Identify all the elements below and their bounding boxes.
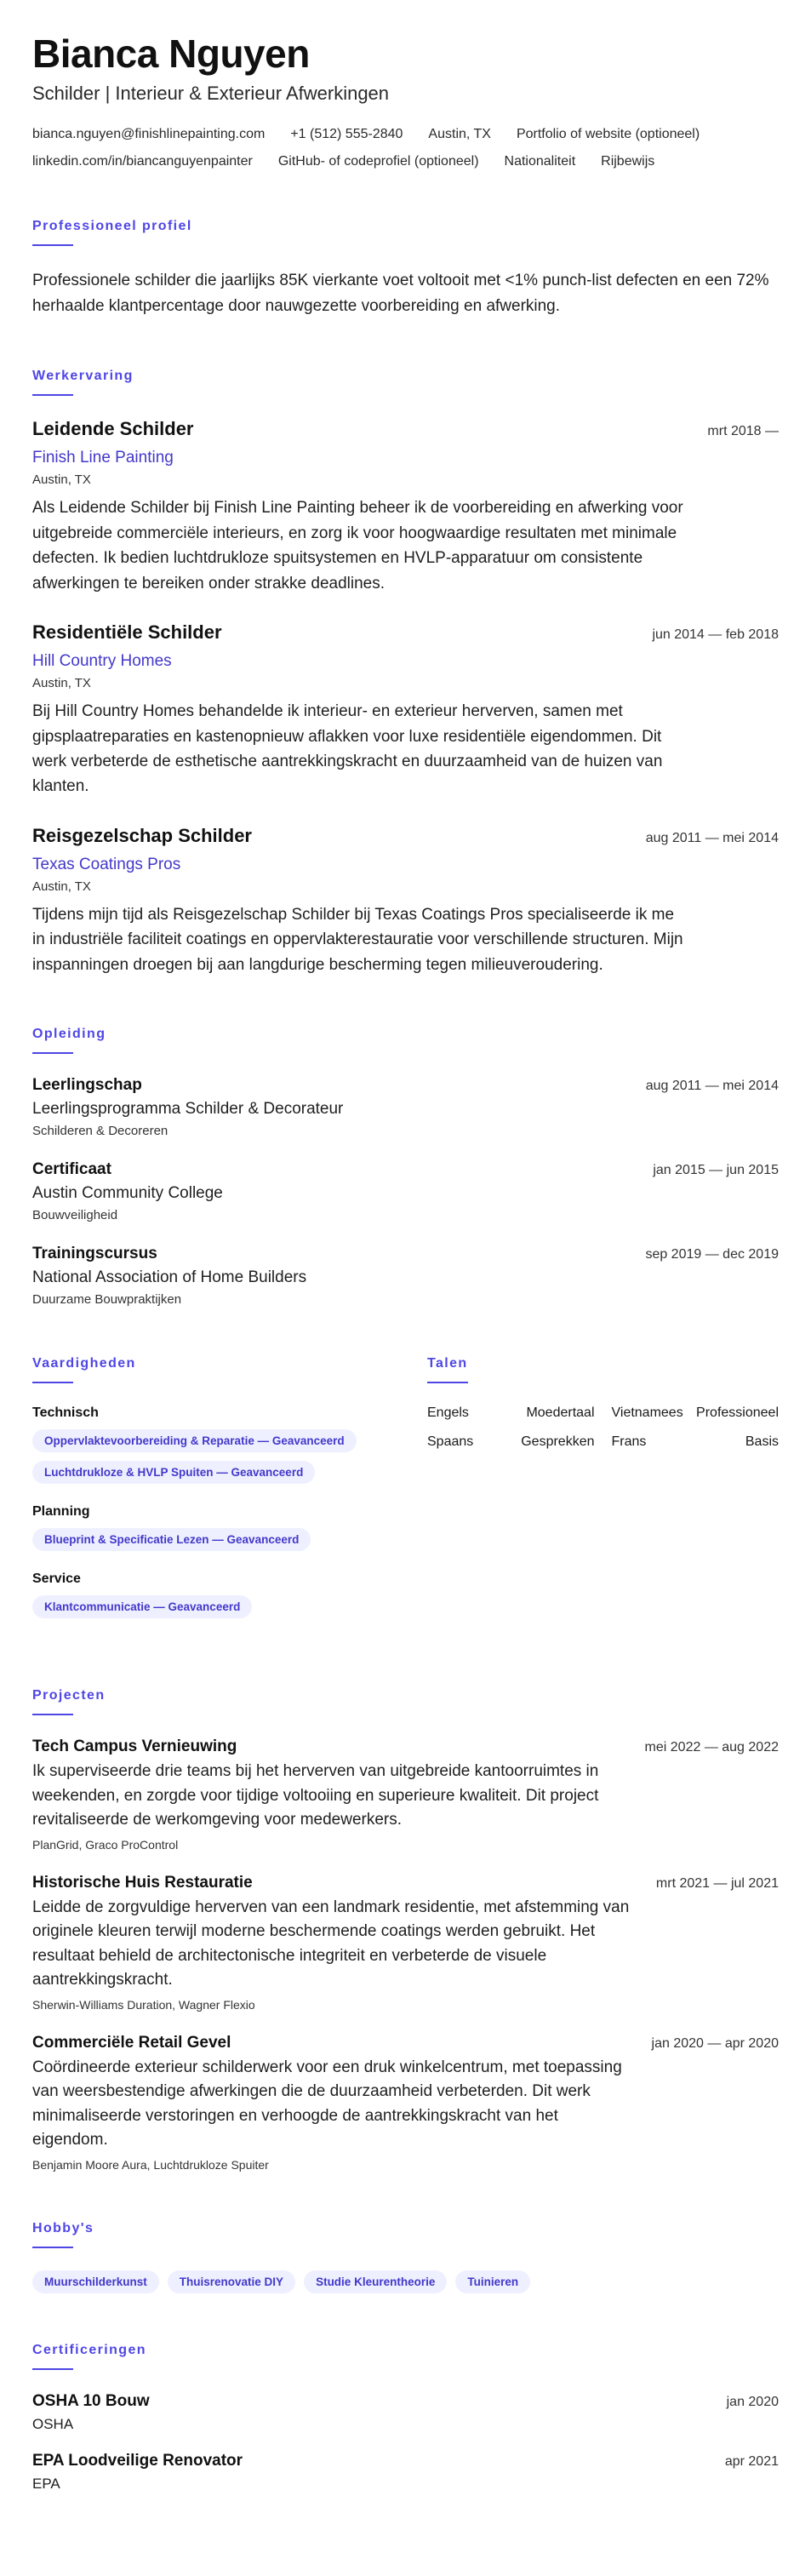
education-dates: sep 2019 — dec 2019 [645, 1247, 779, 1262]
section-divider [32, 394, 73, 396]
skill-category: Technisch [32, 1405, 99, 1421]
contact-list [32, 127, 779, 169]
section-title: Opleiding [32, 1027, 106, 1042]
section-divider [32, 1714, 73, 1715]
language-name: Vietnamees [611, 1405, 683, 1421]
certification-entry [32, 2452, 779, 2493]
certification-date: apr 2021 [724, 2453, 779, 2469]
project-description: Coördineerde exterieur schilderwerk voor een druk winkelcentrum, met toepassing van weersbestendige afwerkingen die de duurzaamheid verbeterden. Dit werk minimaliseerde verstoringen en verhoogde de aantrekkingskracht van het eigendom. [32, 2058, 622, 2150]
education-dates: jan 2015 — jun 2015 [653, 1163, 779, 1178]
experience-entry [32, 418, 779, 596]
skill-group [32, 1405, 427, 1484]
hobby-list [32, 2270, 779, 2293]
project-tools: Sherwin-Williams Duration, Wagner Flexio [32, 1997, 255, 2012]
skill-tag: Klantcommunicatie — Geavanceerd [32, 1595, 252, 1618]
experience-entry [32, 825, 779, 977]
education-type: Certificaat [32, 1160, 111, 1179]
education-type: Trainingscursus [32, 1245, 157, 1263]
candidate-headline: Schilder | Interieur & Exterieur Afwerkingen [32, 82, 390, 104]
section-divider [427, 1382, 468, 1383]
resume-header [32, 32, 779, 169]
project-dates: jan 2020 — apr 2020 [651, 2035, 779, 2051]
job-company: Finish Line Painting [32, 449, 174, 467]
project-description: Ik superviseerde drie teams bij het herverven van uitgebreide kantoorruimtes in weekenden, en zorgde voor tijdige voltooiing en superieure kwaliteit. Dit project revitaliseerde de werkomgeving voor medewerkers. [32, 1762, 599, 1829]
section-divider [32, 244, 73, 246]
education-field: Schilderen & Decoreren [32, 1124, 168, 1139]
contact-location: Austin, TX [428, 126, 491, 141]
candidate-name: Bianca Nguyen [32, 31, 310, 76]
contact-nationality: Nationaliteit [504, 153, 576, 169]
project-name: Historische Huis Restauratie [32, 1873, 253, 1892]
language-level: Gesprekken [521, 1434, 595, 1450]
education-dates: aug 2011 — mei 2014 [645, 1079, 779, 1094]
section-title: Vaardigheden [32, 1356, 136, 1371]
education-institution: Leerlingsprogramma Schilder & Decorateur [32, 1100, 344, 1119]
job-location: Austin, TX [32, 676, 91, 691]
summary-text: Professionele schilder die jaarlijks 85K vierkante voet voltooit met <1% punch-list defecten en een 72% herhaalde klantpercentage door nauwgezette voorbereiding en afwerking. [32, 271, 769, 315]
language-level: Professioneel [696, 1405, 779, 1421]
job-company: Texas Coatings Pros [32, 855, 181, 873]
section-divider [32, 1052, 73, 1054]
skill-category: Service [32, 1571, 81, 1587]
education-entry [32, 1076, 779, 1138]
education-institution: Austin Community College [32, 1184, 223, 1203]
education-type: Leerlingschap [32, 1076, 142, 1095]
certification-issuer: OSHA [32, 2415, 74, 2432]
project-dates: mei 2022 — aug 2022 [644, 1740, 779, 1755]
skill-tag: Luchtdrukloze & HVLP Spuiten — Geavanceerd [32, 1461, 315, 1484]
education-entry [32, 1160, 779, 1222]
language-item [612, 1405, 780, 1421]
section-divider [32, 1382, 73, 1383]
hobby-tag: Studie Kleurentheorie [304, 2270, 447, 2293]
job-role: Residentiële Schilder [32, 621, 222, 644]
experience-section [32, 369, 779, 977]
project-entry [32, 2034, 779, 2172]
education-entry [32, 1245, 779, 1307]
contact-email[interactable]: bianca.nguyen@finishlinepainting.com [32, 126, 266, 141]
job-company: Hill Country Homes [32, 652, 172, 671]
job-description: Als Leidende Schilder bij Finish Line Painting beheer ik de voorbereiding en afwerking voor uitgebreide commerciële interieurs, en zorg ik voor hoogwaardige resultaten met minimale defecten. Ik bedien luchtdrukloze spuitsystemen en HVLP-apparatuur om consistente afwerkingen te bereiken onder strakke deadlines. [32, 499, 683, 592]
language-item [612, 1434, 780, 1450]
language-list [427, 1405, 779, 1450]
languages-column [427, 1356, 779, 1639]
section-title: Certificeringen [32, 2342, 146, 2357]
contact-license: Rijbewijs [601, 153, 655, 169]
projects-section [32, 1688, 779, 2172]
language-level: Basis [745, 1434, 779, 1450]
project-dates: mrt 2021 — jul 2021 [655, 1875, 779, 1891]
job-description: Bij Hill Country Homes behandelde ik interieur- en exterieur herverven, samen met gipsplaatreparaties en kastenopnieuw aflakken voor luxe residentiële eigendommen. Dit werk verbeterde de esthetische aantrekkingskracht en duurzaamheid van de huizen van klanten. [32, 702, 663, 796]
language-item [427, 1434, 595, 1450]
education-field: Bouwveiligheid [32, 1208, 118, 1223]
skill-tag: Blueprint & Specificatie Lezen — Geavanceerd [32, 1528, 311, 1551]
job-location: Austin, TX [32, 472, 91, 488]
language-level: Moedertaal [526, 1405, 595, 1421]
project-tools: Benjamin Moore Aura, Luchtdrukloze Spuiter [32, 2157, 269, 2172]
job-dates: aug 2011 — mei 2014 [645, 830, 779, 845]
language-name: Spaans [427, 1434, 474, 1450]
hobbies-section [32, 2221, 779, 2293]
skill-group [32, 1504, 427, 1551]
project-entry [32, 1874, 779, 2012]
job-description: Tijdens mijn tijd als Reisgezelschap Schilder bij Texas Coatings Pros specialiseerde ik me in industriële faciliteit coatings en oppervlakterestauratie voor verschillende structuren. Mijn inspanningen droegen bij aan langdurige bescherming tegen milieuveroudering. [32, 905, 683, 974]
project-tools: PlanGrid, Graco ProControl [32, 1837, 179, 1852]
language-name: Frans [611, 1434, 647, 1450]
skill-group [32, 1571, 427, 1618]
section-divider [32, 2368, 73, 2370]
experience-entry [32, 621, 779, 799]
section-title: Projecten [32, 1688, 106, 1703]
education-section [32, 1027, 779, 1307]
certification-name: OSHA 10 Bouw [32, 2391, 150, 2410]
job-dates: mrt 2018 — [707, 424, 779, 439]
education-field: Duurzame Bouwpraktijken [32, 1292, 182, 1308]
language-name: Engels [427, 1405, 469, 1421]
project-name: Tech Campus Vernieuwing [32, 1737, 237, 1756]
section-divider [32, 2247, 73, 2248]
contact-portfolio[interactable]: Portfolio of website (optioneel) [516, 126, 700, 141]
project-entry [32, 1737, 779, 1852]
hobby-tag: Tuinieren [455, 2270, 530, 2293]
certifications-section [32, 2343, 779, 2493]
hobby-tag: Muurschilderkunst [32, 2270, 159, 2293]
project-name: Commerciële Retail Gevel [32, 2033, 231, 2052]
certification-date: jan 2020 [726, 2394, 779, 2409]
job-role: Reisgezelschap Schilder [32, 824, 252, 846]
job-role: Leidende Schilder [32, 418, 194, 440]
certification-name: EPA Loodveilige Renovator [32, 2451, 243, 2470]
job-location: Austin, TX [32, 879, 91, 894]
certification-issuer: EPA [32, 2475, 60, 2492]
skill-tag: Oppervlaktevoorbereiding & Reparatie — Geavanceerd [32, 1429, 357, 1452]
section-title: Talen [427, 1356, 468, 1371]
skills-column [32, 1356, 427, 1639]
skills-languages-section [32, 1356, 779, 1639]
education-institution: National Association of Home Builders [32, 1268, 307, 1287]
contact-github[interactable]: GitHub- of codeprofiel (optioneel) [277, 153, 479, 169]
summary-section [32, 219, 779, 320]
contact-linkedin[interactable]: linkedin.com/in/biancanguyenpainter [32, 153, 253, 169]
section-title: Werkervaring [32, 369, 134, 384]
job-dates: jun 2014 — feb 2018 [652, 627, 779, 643]
section-title: Professioneel profiel [32, 218, 192, 233]
hobby-tag: Thuisrenovatie DIY [168, 2270, 295, 2293]
language-item [427, 1405, 595, 1421]
certification-entry [32, 2392, 779, 2433]
section-title: Hobby's [32, 2220, 94, 2235]
project-description: Leidde de zorgvuldige herverven van een landmark residentie, met afstemming van originele kleuren terwijl moderne beschermende coatings werden gebruikt. Het resultaat behield de architectonische integriteit en verbeterde de visuele aantrekkingskracht. [32, 1898, 630, 1989]
skill-category: Planning [32, 1504, 90, 1520]
contact-phone[interactable]: +1 (512) 555-2840 [290, 126, 403, 141]
